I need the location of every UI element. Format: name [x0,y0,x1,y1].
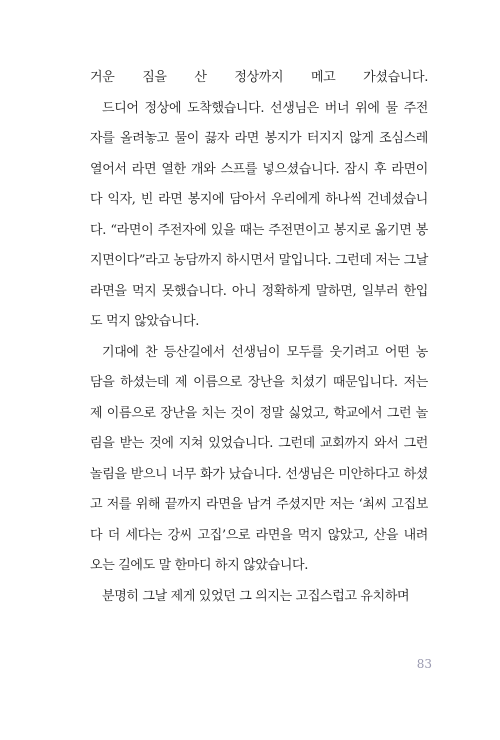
text-line: 지면이다”라고 농담까지 하시면서 말입니다. 그런데 저는 그날 [90,253,428,268]
text-line: 고 저를 위해 끝까지 라면을 남겨 주셨지만 저는 ‘최씨 고집보 [90,497,428,512]
text-line: 제 이름으로 장난을 치는 것이 정말 싫었고, 학교에서 그런 놀 [90,405,428,421]
body-text [90,63,428,612]
text-line: 라면을 먹지 못했습니다. 아니 정확하게 말하면, 일부러 한입 [90,283,428,299]
text-line: 도 먹지 않았습니다. [90,314,200,329]
text-line: 자를 올려놓고 물이 끓자 라면 봉지가 터지지 않게 조심스레 [90,131,428,146]
text-line: 열어서 라면 열한 개와 스프를 넣으셨습니다. 잠시 후 라면이 [90,161,428,177]
text-line: 담을 하셨는데 제 이름으로 장난을 치셨기 때문입니다. 저는 [90,375,428,390]
text-line: 다. “라면이 주전자에 있을 때는 주전면이고 봉지로 옮기면 봉 [90,222,428,238]
text-line: 분명히 그날 제게 있었던 그 의지는 고집스럽고 유치하며 [102,588,410,604]
text-line: 다 더 세다는 강씨 고집’으로 라면을 먹지 않았고, 산을 내려 [90,527,428,543]
text-line: 다 익자, 빈 라면 봉지에 담아서 우리에게 하나씩 건네셨습니 [90,192,428,207]
text-line: 기대에 찬 등산길에서 선생님이 모두를 웃기려고 어떤 농 [102,344,428,360]
text-line: 거운 짐을 산 정상까지 메고 가셨습니다. [90,70,428,85]
page-number: 83 [416,657,432,671]
text-line: 놀림을 받으니 너무 화가 났습니다. 선생님은 미안하다고 하셨 [90,466,428,482]
text-line: 오는 길에도 말 한마디 하지 않았습니다. [90,558,309,573]
text-line: 드디어 정상에 도착했습니다. 선생님은 버너 위에 물 주전 [102,100,428,116]
text-line: 림을 받는 것에 지쳐 있었습니다. 그런데 교회까지 와서 그런 [90,436,428,451]
